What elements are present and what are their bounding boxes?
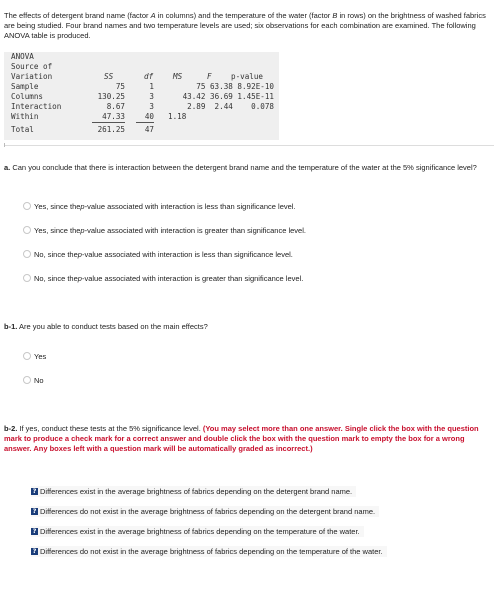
option-text: No, since the — [34, 273, 78, 283]
option-text: Yes — [34, 351, 47, 361]
p-symbol: p — [80, 201, 85, 211]
question-mark-checkbox-icon[interactable]: ? — [32, 527, 37, 535]
option-text: -value associated with interaction is less than significance level. — [84, 201, 296, 211]
anova-row-ss: 75 — [115, 82, 125, 91]
question-a-option-4[interactable] — [23, 272, 303, 284]
anova-row-ss: 130.25 — [97, 92, 125, 101]
question-b2-option-1[interactable] — [31, 486, 356, 497]
anova-row-ss: 47.33 — [92, 112, 125, 123]
radio-button[interactable] — [23, 376, 31, 384]
anova-row-source: Interaction — [11, 102, 62, 111]
anova-header-f: F — [207, 72, 212, 81]
anova-row-source: Within — [11, 112, 39, 121]
option-text: Yes, since the — [34, 201, 81, 211]
question-b2-option-2[interactable] — [31, 506, 379, 517]
question-b2 — [4, 424, 494, 454]
anova-row-source: Columns — [11, 92, 44, 101]
anova-row-df: 40 — [136, 112, 154, 123]
option-text: Yes, since the — [34, 225, 81, 235]
option-text: Differences exist in the average brightness of fabrics depending on the detergent brand name. — [40, 487, 353, 496]
anova-header-ss: SS — [104, 72, 114, 81]
intro-text-2: in columns) and the temperature of the water (factor — [155, 11, 333, 20]
option-text: -value associated with interaction is less than significance level. — [81, 249, 293, 259]
question-b1-text: Are you able to conduct tests based on the main effects? — [17, 322, 208, 331]
question-a-label: a. — [4, 163, 11, 172]
anova-header-source: Variation — [11, 72, 53, 81]
option-text: -value associated with interaction is greater than significance level. — [81, 273, 304, 283]
p-symbol: p — [77, 273, 82, 283]
intro-text-3: in rows) on the brightness of washed fabrics are being studied. Four brand names and two temperature levels are used; six observations for each combination are examined. The following ANOVA table is produced. — [4, 11, 486, 40]
question-b2-text: If yes, conduct these tests at the 5% significance level. — [17, 424, 203, 433]
question-b1 — [4, 322, 494, 332]
anova-row-source: Sample — [11, 82, 39, 91]
anova-total-source: Total — [11, 125, 34, 134]
section-divider-tick — [4, 143, 5, 147]
p-symbol: p — [80, 225, 85, 235]
factor-a-symbol: A — [150, 11, 156, 20]
anova-header-pvalue: p-value — [231, 72, 264, 81]
anova-row-stats: 75 63.38 8.92E-10 — [196, 82, 274, 91]
option-text: Differences do not exist in the average brightness of fabrics depending on the detergent brand name. — [40, 507, 376, 516]
anova-table — [4, 52, 279, 140]
question-b1-option-no[interactable] — [23, 374, 44, 386]
anova-total-df: 47 — [144, 125, 154, 134]
anova-header-ms: MS — [173, 72, 183, 81]
radio-button[interactable] — [23, 274, 31, 282]
question-b2-option-3[interactable] — [31, 526, 364, 537]
radio-button[interactable] — [23, 226, 31, 234]
radio-button[interactable] — [23, 352, 31, 360]
radio-button[interactable] — [23, 250, 31, 258]
question-a-option-2[interactable] — [23, 224, 306, 236]
question-mark-checkbox-icon[interactable]: ? — [32, 507, 37, 515]
question-mark-checkbox-icon[interactable]: ? — [32, 487, 37, 495]
radio-button[interactable] — [23, 202, 31, 210]
option-text: Differences do not exist in the average brightness of fabrics depending on the temperature of the water. — [40, 547, 383, 556]
question-b2-label: b-2. — [4, 424, 18, 433]
anova-title: ANOVA — [11, 52, 34, 61]
anova-total-ss: 261.25 — [97, 125, 125, 134]
anova-header-df: df — [144, 72, 154, 81]
p-symbol: p — [77, 249, 82, 259]
option-text: -value associated with interaction is greater than significance level. — [84, 225, 306, 235]
intro-text-1: The effects of detergent brand name (factor — [4, 11, 151, 20]
question-b2-instructions: (You may select more than one answer. Single click the box with the question mark to produce a check mark for a correct answer and double click the box with the question mark to empty the box for a wrong answer. Any boxes left with a question mark will be automatically graded as incorrect.) — [4, 424, 479, 453]
option-text: Differences exist in the average brightness of fabrics depending on the temperature of the water. — [40, 527, 360, 536]
question-a-option-3[interactable] — [23, 248, 293, 260]
question-mark-checkbox-icon[interactable]: ? — [32, 547, 37, 555]
option-text: No — [34, 375, 44, 385]
section-divider — [4, 145, 494, 146]
anova-row-ss: 8.67 — [106, 102, 125, 111]
factor-b-symbol: B — [332, 11, 338, 20]
question-b1-label: b-1. — [4, 322, 18, 331]
anova-header-source-line1: Source of — [11, 62, 53, 71]
question-a-option-1[interactable] — [23, 200, 296, 212]
question-b2-option-4[interactable] — [31, 546, 387, 557]
anova-row-stats: 2.89 2.44 0.078 — [187, 102, 274, 111]
anova-row-df: 1 — [149, 82, 154, 91]
anova-row-df: 3 — [149, 92, 154, 101]
question-a-text: Can you conclude that there is interaction between the detergent brand name and the temperature of the water at the 5% significance level? — [10, 163, 477, 172]
problem-intro — [4, 11, 494, 41]
option-text: No, since the — [34, 249, 78, 259]
anova-row-stats: 1.18 — [168, 112, 187, 121]
question-a — [4, 163, 494, 173]
question-b1-option-yes[interactable] — [23, 350, 46, 362]
anova-row-stats: 43.42 36.69 1.45E-11 — [182, 92, 274, 101]
anova-row-df: 3 — [149, 102, 154, 111]
